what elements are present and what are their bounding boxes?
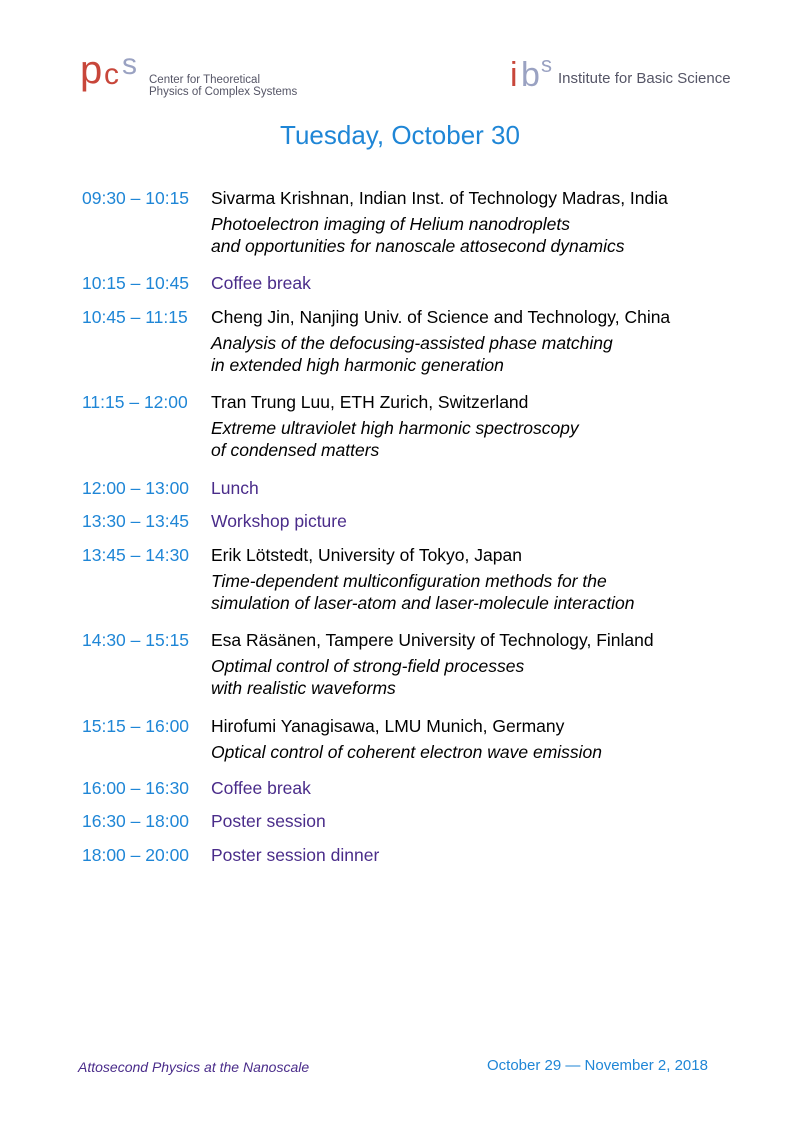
- talk-title-line: Time-dependent multiconfiguration methods for the: [211, 571, 607, 591]
- talk-title-line: with realistic waveforms: [211, 678, 396, 698]
- pcs-logo-c: c: [104, 58, 119, 91]
- pcs-logo-line1: Center for Theoretical: [149, 74, 261, 86]
- time-slot: 16:00 – 16:30: [82, 778, 190, 798]
- talk-title: [211, 417, 579, 461]
- time-slot: 11:15 – 12:00: [82, 392, 188, 412]
- talk-title-line: Analysis of the defocusing-assisted phase matching: [211, 333, 613, 353]
- talk-title-line: in extended high harmonic generation: [211, 355, 504, 375]
- time-slot: 10:45 – 11:15: [82, 307, 188, 327]
- pcs-logo: [80, 50, 310, 102]
- time-slot: 13:45 – 14:30: [82, 545, 190, 565]
- break-event: Coffee break: [211, 273, 311, 293]
- ibs-logo: [508, 52, 731, 104]
- talk-title: [211, 332, 613, 376]
- speaker: Hirofumi Yanagisawa, LMU Munich, Germany: [211, 716, 565, 736]
- time-slot: 10:15 – 10:45: [82, 273, 190, 293]
- talk-title: [211, 213, 624, 257]
- talk-title: [211, 655, 524, 699]
- page-title: Tuesday, October 30: [280, 120, 520, 150]
- time-slot: 14:30 – 15:15: [82, 630, 190, 650]
- speaker: Cheng Jin, Nanjing Univ. of Science and Technology, China: [211, 307, 671, 327]
- ibs-logo-s: s: [541, 52, 552, 77]
- break-event: Coffee break: [211, 778, 311, 798]
- break-event: Poster session dinner: [211, 845, 380, 865]
- footer-dates: October 29 — November 2, 2018: [487, 1057, 708, 1074]
- time-slot: 18:00 – 20:00: [82, 845, 190, 865]
- speaker: Esa Räsänen, Tampere University of Technology, Finland: [211, 630, 654, 650]
- ibs-logo-i: i: [510, 56, 518, 94]
- talk-title-line: Optical control of coherent electron wave emission: [211, 742, 603, 762]
- pcs-logo-p: p: [80, 48, 103, 92]
- talk-title-line: and opportunities for nanoscale attosecond dynamics: [211, 236, 625, 256]
- pcs-logo-line2: Physics of Complex Systems: [149, 86, 298, 98]
- time-slot: 16:30 – 18:00: [82, 811, 190, 831]
- time-slot: 12:00 – 13:00: [82, 478, 190, 498]
- pcs-logo-s: s: [122, 48, 137, 81]
- pcs-logo-text: [149, 74, 297, 98]
- ibs-logo-b: b: [521, 56, 540, 94]
- time-slot: 15:15 – 16:00: [82, 716, 190, 736]
- break-event: Lunch: [211, 478, 259, 498]
- break-event: Poster session: [211, 811, 326, 831]
- break-event: Workshop picture: [211, 511, 347, 531]
- time-slot: 09:30 – 10:15: [82, 188, 190, 208]
- talk-title: [211, 570, 634, 614]
- speaker: Erik Lötstedt, University of Tokyo, Japan: [211, 545, 522, 565]
- talk-title-line: simulation of laser-atom and laser-molecule interaction: [211, 593, 635, 613]
- time-slot: 13:30 – 13:45: [82, 511, 190, 531]
- talk-title-line: of condensed matters: [211, 440, 380, 460]
- talk-title-line: Optimal control of strong-field processes: [211, 656, 525, 676]
- footer-workshop-name: Attosecond Physics at the Nanoscale: [78, 1059, 310, 1075]
- talk-title: [211, 741, 602, 763]
- talk-title-line: Extreme ultraviolet high harmonic spectroscopy: [211, 418, 579, 438]
- talk-title-line: Photoelectron imaging of Helium nanodroplets: [211, 214, 570, 234]
- speaker: Tran Trung Luu, ETH Zurich, Switzerland: [211, 392, 529, 412]
- ibs-logo-text: Institute for Basic Science: [558, 70, 731, 87]
- speaker: Sivarma Krishnan, Indian Inst. of Technology Madras, India: [211, 188, 668, 208]
